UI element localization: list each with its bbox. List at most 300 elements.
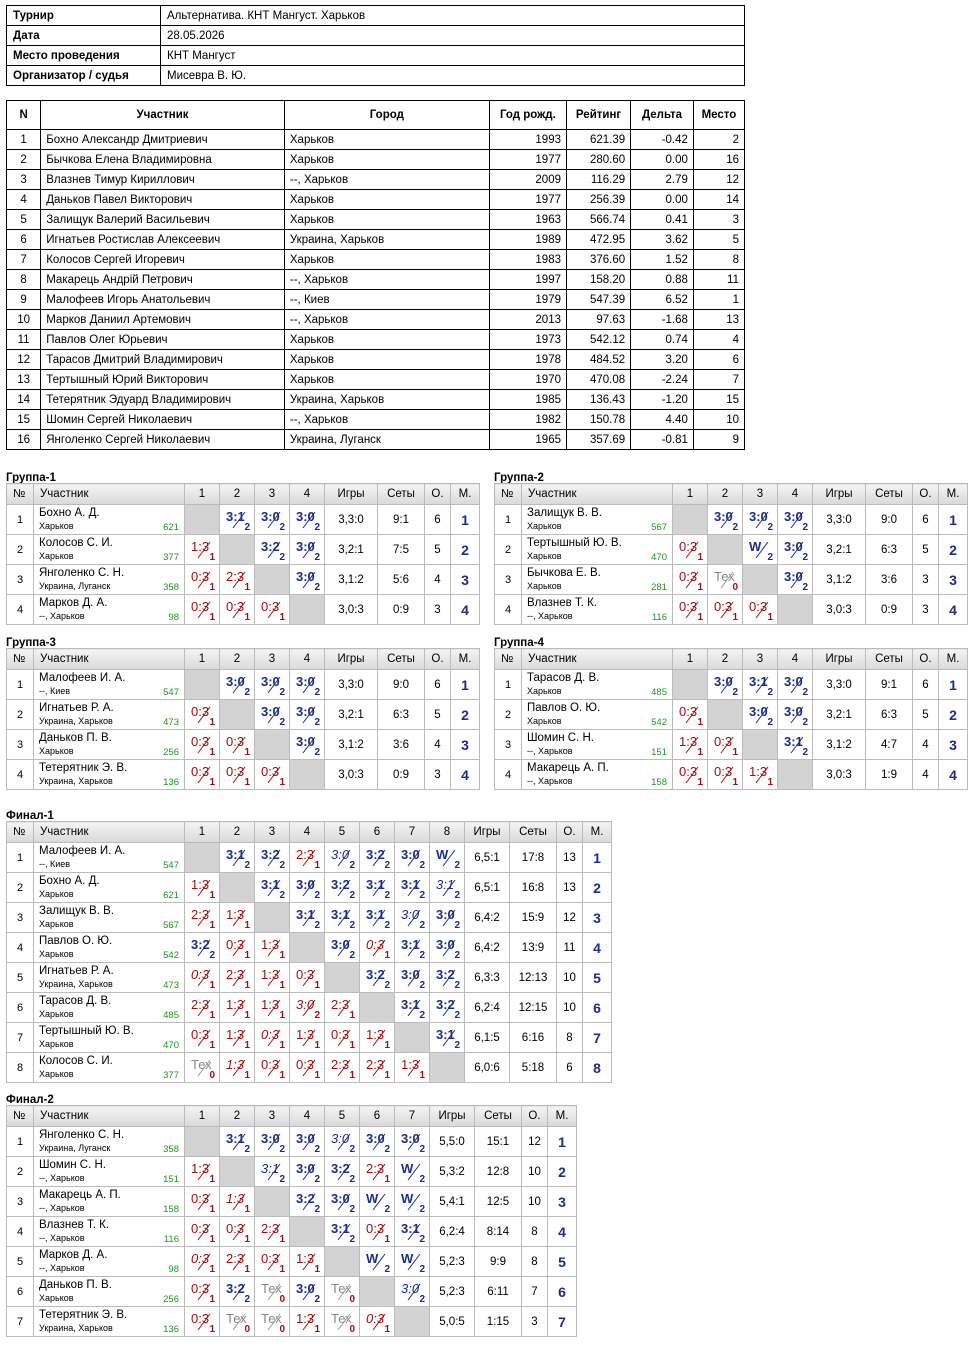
match-score-cell: [290, 730, 325, 760]
match-score: 3:0: [401, 847, 420, 862]
rr-player-row: [7, 1127, 577, 1157]
rr-player-cell: [522, 670, 673, 700]
match-score: 1:3: [401, 1057, 420, 1072]
player-city: Украина, Луганск: [39, 1143, 111, 1153]
match-points: 2: [454, 980, 460, 991]
participant-cell: 15: [693, 390, 744, 410]
player-name: Тарасов Д. В.: [39, 995, 112, 1007]
rr-player-row: [7, 933, 612, 963]
participant-cell: 16: [693, 150, 744, 170]
match-score-cell: [290, 700, 325, 730]
player-name: Колосов С. И.: [39, 1055, 113, 1067]
rr-number: 2: [7, 700, 34, 730]
match-score: 3:0: [401, 1131, 420, 1146]
self-cell: [290, 1217, 325, 1247]
player-city: --, Харьков: [527, 611, 573, 621]
match-points: 1: [697, 582, 703, 593]
match-score: 3:0: [296, 1161, 315, 1176]
player-name: Игнатьев Р. А.: [39, 965, 114, 977]
match-score: 1:3: [261, 967, 280, 982]
rr-number: 3: [495, 730, 522, 760]
match-score-cell: [360, 1127, 395, 1157]
participant-cell: 1: [7, 130, 41, 150]
match-score-cell: [185, 730, 220, 760]
rr-header-cell: 4: [778, 649, 813, 670]
player-city: Украина, Луганск: [39, 581, 111, 591]
participant-cell: 4.40: [631, 410, 694, 430]
match-score-cell: [673, 760, 708, 790]
participant-cell: 1973: [489, 330, 566, 350]
match-points: 1: [279, 1264, 285, 1275]
rr-header-cell: 2: [220, 1106, 255, 1127]
match-score: 3:0: [296, 509, 315, 524]
match-score-cell: [290, 993, 325, 1023]
match-score: 3:0: [261, 704, 280, 719]
player-rating: 136: [163, 777, 179, 788]
match-score: 3:0: [749, 509, 768, 524]
player-rating: 470: [651, 552, 667, 563]
rr-header-cell: 2: [708, 484, 743, 505]
rr-player-row: [495, 700, 968, 730]
player-rating: 485: [163, 1010, 179, 1021]
rr-number: 4: [495, 595, 522, 625]
match-points: 2: [802, 582, 808, 593]
match-score-cell: [360, 933, 395, 963]
match-score: 1:3: [191, 1161, 210, 1176]
player-city: Украина, Харьков: [39, 716, 113, 726]
info-row: [7, 66, 745, 86]
player-name: Игнатьев Р. А.: [39, 702, 114, 714]
info-label: Организатор / судья: [7, 66, 161, 86]
match-points: 2: [314, 582, 320, 593]
rr-player-row: [7, 535, 480, 565]
match-score-cell: [325, 903, 360, 933]
match-score: 3:0: [261, 1131, 280, 1146]
rr-header-cell: М.: [939, 649, 968, 670]
match-points: 1: [732, 612, 738, 623]
rr-points: 8: [557, 1023, 583, 1053]
round-robin-table: [6, 821, 612, 1083]
match-points: 0: [349, 1324, 355, 1335]
rr-player-row: [7, 1023, 612, 1053]
player-rating: 256: [163, 747, 179, 758]
match-score-cell: [185, 963, 220, 993]
match-score-cell: [220, 670, 255, 700]
match-points: 1: [209, 747, 215, 758]
match-score: 0:3: [191, 1251, 210, 1266]
rr-games: 3,0:3: [813, 760, 866, 790]
participant-cell: 7: [693, 370, 744, 390]
match-score-cell: [185, 1277, 220, 1307]
match-score-cell: [395, 1053, 430, 1083]
participant-cell: Влазнев Тимур Кириллович: [41, 170, 285, 190]
participant-cell: 9: [7, 290, 41, 310]
rr-place: 5: [548, 1247, 577, 1277]
rr-place: 4: [548, 1217, 577, 1247]
participants-header-cell: N: [7, 101, 41, 130]
match-points: 1: [244, 747, 250, 758]
self-cell: [220, 1157, 255, 1187]
match-points: 1: [314, 980, 320, 991]
participant-cell: 1985: [489, 390, 566, 410]
participant-cell: 1977: [489, 190, 566, 210]
rr-sets: 3:6: [378, 730, 425, 760]
rr-sets: 12:13: [510, 963, 557, 993]
rr-games: 3,1:2: [325, 730, 378, 760]
match-score-cell: [255, 1277, 290, 1307]
rr-games: 3,3:0: [325, 505, 378, 535]
rr-games: 6,5:1: [465, 873, 510, 903]
match-score: 0:3: [226, 1221, 245, 1236]
match-points: 1: [279, 980, 285, 991]
participant-cell: 10: [693, 410, 744, 430]
participant-cell: -2.24: [631, 370, 694, 390]
rr-header-cell: Сеты: [475, 1106, 522, 1127]
rr-player-row: [7, 505, 480, 535]
match-points: 1: [209, 1264, 215, 1275]
match-score: 0:3: [714, 599, 733, 614]
match-score-cell: [430, 903, 465, 933]
match-score: 3:0: [296, 997, 315, 1012]
player-city: Харьков: [39, 746, 74, 756]
match-score: 0:3: [679, 764, 698, 779]
participant-cell: 10: [7, 310, 41, 330]
self-cell: [395, 1307, 430, 1337]
match-score-cell: [255, 993, 290, 1023]
match-score-cell: [185, 1053, 220, 1083]
player-city: --, Харьков: [527, 746, 573, 756]
match-score-cell: [290, 1187, 325, 1217]
participant-cell: Харьков: [284, 130, 489, 150]
participant-cell: 484.52: [567, 350, 631, 370]
match-points: 0: [209, 1070, 215, 1081]
info-row: [7, 26, 745, 46]
rr-points: 6: [425, 670, 451, 700]
participant-cell: 11: [7, 330, 41, 350]
player-name: Павлов О. Ю.: [39, 935, 113, 947]
match-score-cell: [255, 873, 290, 903]
rr-games: 3,0:3: [325, 595, 378, 625]
participant-cell: -1.20: [631, 390, 694, 410]
rr-points: 3: [913, 565, 939, 595]
rr-number: 6: [7, 1277, 34, 1307]
participant-cell: 1993: [489, 130, 566, 150]
participant-cell: Тетерятник Эдуард Владимирович: [41, 390, 285, 410]
rr-sets: 3:6: [866, 565, 913, 595]
rr-player-cell: [34, 963, 185, 993]
participant-row: [7, 170, 745, 190]
player-city: Харьков: [39, 1009, 74, 1019]
player-city: Украина, Харьков: [39, 776, 113, 786]
self-cell: [778, 760, 813, 790]
rr-place: 3: [583, 903, 612, 933]
match-points: 2: [314, 747, 320, 758]
match-score-cell: [290, 1053, 325, 1083]
player-city: Харьков: [39, 889, 74, 899]
rr-header-cell: 2: [708, 649, 743, 670]
match-points: 0: [732, 582, 738, 593]
rr-header-cell: М.: [451, 484, 480, 505]
rr-place: 4: [583, 933, 612, 963]
match-score: 3:1: [331, 1221, 350, 1236]
rr-header-cell: Сеты: [866, 649, 913, 670]
match-score: 2:3: [331, 997, 350, 1012]
player-name: Шомин С. Н.: [527, 732, 595, 744]
match-score-cell: [743, 535, 778, 565]
match-score-cell: [220, 1277, 255, 1307]
match-points: 1: [732, 747, 738, 758]
rr-player-cell: [34, 595, 185, 625]
match-score-cell: [325, 1187, 360, 1217]
match-score-cell: [673, 595, 708, 625]
self-cell: [255, 730, 290, 760]
match-score-cell: [220, 993, 255, 1023]
match-score-cell: [220, 1307, 255, 1337]
match-score: 3:0: [261, 509, 280, 524]
participant-cell: Залищук Валерий Васильевич: [41, 210, 285, 230]
match-score: 0:3: [261, 599, 280, 614]
match-score-cell: [220, 933, 255, 963]
player-name: Колосов С. И.: [39, 537, 113, 549]
participant-cell: 0.74: [631, 330, 694, 350]
rr-sets: 0:9: [378, 595, 425, 625]
match-points: 2: [802, 747, 808, 758]
self-cell: [185, 1127, 220, 1157]
self-cell: [255, 565, 290, 595]
player-name: Янголенко С. Н.: [39, 567, 125, 579]
player-rating: 158: [651, 777, 667, 788]
participant-cell: Тарасов Дмитрий Владимирович: [41, 350, 285, 370]
rr-points: 6: [425, 505, 451, 535]
match-points: 1: [209, 890, 215, 901]
match-score: 2:3: [366, 1161, 385, 1176]
rr-header-cell: Сеты: [866, 484, 913, 505]
match-score: 0:3: [749, 599, 768, 614]
participant-cell: Бычкова Елена Владимировна: [41, 150, 285, 170]
rr-player-row: [7, 873, 612, 903]
rr-place: 3: [939, 730, 968, 760]
match-score: 3:0: [366, 1131, 385, 1146]
rr-header-cell: 7: [395, 1106, 430, 1127]
match-score: 3:0: [401, 907, 420, 922]
match-score: 3:0: [784, 539, 803, 554]
match-score-cell: [255, 535, 290, 565]
participant-cell: Харьков: [284, 370, 489, 390]
player-rating: 473: [163, 717, 179, 728]
match-points: 2: [349, 1234, 355, 1245]
match-points: 0: [279, 1324, 285, 1335]
match-score-cell: [255, 933, 290, 963]
rr-place: 1: [451, 505, 480, 535]
player-name: Залищук В. В.: [527, 507, 602, 519]
rr-games: 5,5:0: [430, 1127, 475, 1157]
match-score-cell: [743, 670, 778, 700]
match-score-cell: [290, 1127, 325, 1157]
match-score: 3:0: [436, 937, 455, 952]
rr-place: 2: [548, 1157, 577, 1187]
match-score: 3:1: [784, 734, 803, 749]
match-score: 1:3: [226, 1191, 245, 1206]
participant-cell: Павлов Олег Юрьевич: [41, 330, 285, 350]
rr-player-cell: [34, 760, 185, 790]
player-rating: 377: [163, 552, 179, 563]
rr-points: 3: [522, 1307, 548, 1337]
rr-points: 6: [913, 670, 939, 700]
rr-header-cell: О.: [425, 484, 451, 505]
rr-number: 2: [7, 535, 34, 565]
match-score: 3:0: [296, 704, 315, 719]
player-city: Харьков: [39, 1293, 74, 1303]
rr-header-cell: 2: [220, 484, 255, 505]
rr-games: 3,3:0: [325, 670, 378, 700]
match-score-cell: [255, 1023, 290, 1053]
rr-sets: 13:9: [510, 933, 557, 963]
rr-header-cell: О.: [913, 649, 939, 670]
rr-player-row: [7, 730, 480, 760]
match-score-cell: [360, 1247, 395, 1277]
player-city: Харьков: [527, 716, 562, 726]
participants-header-cell: Дельта: [631, 101, 694, 130]
player-city: Харьков: [527, 551, 562, 561]
match-score: 3:1: [261, 1161, 280, 1176]
rr-number: 4: [7, 595, 34, 625]
match-points: 2: [802, 522, 808, 533]
rr-number: 3: [7, 903, 34, 933]
rr-games: 3,1:2: [813, 730, 866, 760]
match-points: 1: [697, 747, 703, 758]
participant-cell: Харьков: [284, 330, 489, 350]
match-points: 2: [279, 522, 285, 533]
match-score-cell: [220, 565, 255, 595]
info-value: Альтернатива. КНТ Мангуст. Харьков: [161, 6, 745, 26]
participant-row: [7, 330, 745, 350]
match-score-cell: [325, 843, 360, 873]
match-score-cell: [360, 1307, 395, 1337]
participants-header-cell: Город: [284, 101, 489, 130]
player-name: Тетерятник Э. В.: [39, 1309, 128, 1321]
match-score: 3:1: [331, 907, 350, 922]
match-score: 3:0: [296, 539, 315, 554]
match-points: 1: [349, 1010, 355, 1021]
rr-header-cell: О.: [425, 649, 451, 670]
participant-row: [7, 230, 745, 250]
match-points: 1: [209, 980, 215, 991]
rr-games: 5,2:3: [430, 1277, 475, 1307]
rr-header-cell: 3: [255, 1106, 290, 1127]
rr-header-cell: 3: [255, 649, 290, 670]
match-score: Тех: [331, 1281, 352, 1296]
match-points: 1: [209, 1174, 215, 1185]
rr-player-cell: [34, 843, 185, 873]
rr-sets: 6:3: [378, 700, 425, 730]
match-score-cell: [185, 1307, 220, 1337]
rr-header-cell: Игры: [813, 484, 866, 505]
rr-header-cell: Сеты: [378, 484, 425, 505]
rr-header-cell: М.: [451, 649, 480, 670]
participant-cell: 2013: [489, 310, 566, 330]
match-score: 0:3: [679, 704, 698, 719]
participant-cell: Даньков Павел Викторович: [41, 190, 285, 210]
participant-cell: 1982: [489, 410, 566, 430]
match-score: 1:3: [261, 937, 280, 952]
match-score-cell: [185, 535, 220, 565]
match-score: 0:3: [226, 764, 245, 779]
player-city: --, Харьков: [39, 1263, 85, 1273]
rr-player-row: [7, 700, 480, 730]
rr-sets: 7:5: [378, 535, 425, 565]
match-score: 1:3: [226, 907, 245, 922]
rr-number: 1: [7, 670, 34, 700]
rr-player-cell: [522, 505, 673, 535]
match-points: 2: [349, 890, 355, 901]
rr-number: 3: [495, 565, 522, 595]
rr-player-cell: [34, 1157, 185, 1187]
match-score: 3:0: [296, 877, 315, 892]
rr-header-cell: Игры: [325, 484, 378, 505]
rr-player-row: [495, 730, 968, 760]
match-score-cell: [360, 1157, 395, 1187]
rr-header-cell: Игры: [465, 822, 510, 843]
match-score: 3:0: [226, 674, 245, 689]
match-score: 1:3: [296, 1251, 315, 1266]
player-rating: 116: [651, 612, 667, 623]
match-points: 1: [767, 777, 773, 788]
match-score-cell: [325, 1307, 360, 1337]
rr-points: 8: [522, 1247, 548, 1277]
match-points: 2: [419, 950, 425, 961]
match-score-cell: [743, 700, 778, 730]
match-score: Тех: [714, 569, 735, 584]
match-score: 3:1: [436, 1027, 455, 1042]
match-points: 2: [384, 1144, 390, 1155]
rr-place: 7: [548, 1307, 577, 1337]
rr-points: 12: [557, 903, 583, 933]
match-score-cell: [708, 730, 743, 760]
match-score: 1:3: [749, 764, 768, 779]
rr-player-row: [7, 1157, 577, 1187]
participant-cell: 7: [7, 250, 41, 270]
match-score: 3:1: [436, 877, 455, 892]
player-city: Харьков: [39, 919, 74, 929]
rr-sets: 4:7: [866, 730, 913, 760]
rr-sets: 6:16: [510, 1023, 557, 1053]
participant-cell: 0.00: [631, 150, 694, 170]
match-score-cell: [220, 1053, 255, 1083]
match-score-cell: [430, 843, 465, 873]
match-points: 2: [349, 860, 355, 871]
rr-header-row: [7, 649, 480, 670]
rr-points: 6: [913, 505, 939, 535]
participant-cell: Бохно Александр Дмитриевич: [41, 130, 285, 150]
rr-games: 6,0:6: [465, 1053, 510, 1083]
match-score: 3:2: [296, 1191, 315, 1206]
match-score-cell: [778, 700, 813, 730]
player-rating: 116: [163, 1234, 179, 1245]
participant-cell: 8: [7, 270, 41, 290]
rr-header-cell: 5: [325, 822, 360, 843]
match-points: 1: [697, 777, 703, 788]
participants-header-cell: Место: [693, 101, 744, 130]
rr-games: 6,2:4: [465, 993, 510, 1023]
rr-number: 4: [7, 760, 34, 790]
match-points: 2: [419, 1204, 425, 1215]
match-points: 1: [244, 777, 250, 788]
rr-place: 6: [583, 993, 612, 1023]
player-name: Тертышный Ю. В.: [39, 1025, 134, 1037]
participants-header-cell: Год рожд.: [489, 101, 566, 130]
participant-cell: 3: [693, 210, 744, 230]
rr-place: 3: [451, 730, 480, 760]
